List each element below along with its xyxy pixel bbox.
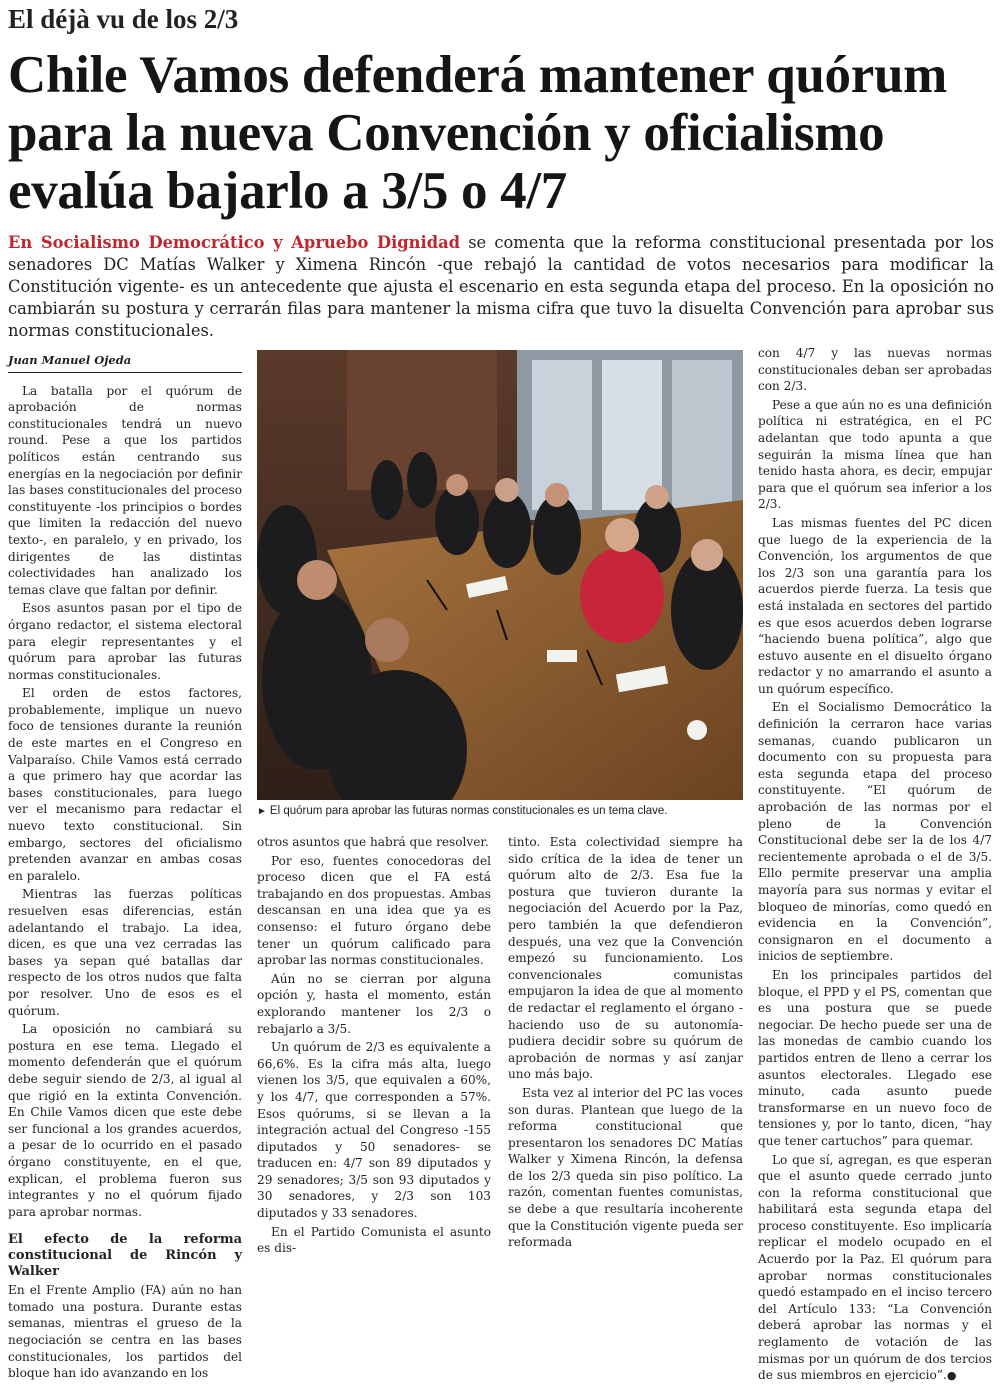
paragraph: con 4/7 y las nuevas normas constitucionales deban ser aprobadas con 2/3. (758, 346, 992, 394)
subheading: El efecto de la reforma constitucional de Rincón y Walker (8, 1232, 242, 1280)
photo-caption (257, 805, 747, 817)
paragraph: En el Socialismo Democrático la definición la cerraron hace varias semanas, cuando publicaron un documento con su propuesta para esta segunda etapa del proceso constituyente. “El quórum de aprobación de las normas por el pleno de la Convención Constitucional debe ser la de los 4/7 recientemente aprobada o el de 3/5. Ello permite preservar una amplia mayoría para sus normas y evitar el bloqueo de minorías, como quedó en evidencia en la Convención”, consignaron en el documento a inicios de septiembre. (758, 700, 992, 964)
paragraph: Aún no se cierran por alguna opción y, hasta el momento, están explorando mantener los 2/3 o rebajarlo a 3/5. (257, 971, 491, 1036)
caption-text: El quórum para aprobar las futuras normas constitucionales es un tema clave. (269, 805, 668, 817)
paragraph-final (758, 1152, 992, 1385)
end-mark-icon: ● (946, 1369, 957, 1383)
paragraph: En los principales partidos del bloque, el PPD y el PS, comentan que es una postura que se puede negociar. De hecho puede ser una de las monedas de cambio cuando los partidos entren de lleno a cerrar los asuntos electorales. Llegado ese minuto, cada asunto puede transformarse en un nuevo foco de tensiones y, por lo tanto, dicen, “hay que tener cartuchos” para quemar. (758, 967, 992, 1148)
paragraph-text: Lo que sí, agregan, es que esperan que el asunto quede cerrado junto con la reforma constitucional que habilitará esta segunda etapa del proceso constituyente. Eso implicaría replicar el modelo ocupado en el Acuerdo por la Paz. El quórum para aprobar normas constitucionales quedó estampado en el inciso tercero del Artículo 133: “La Convención deberá aprobar las normas y el reglamento de votación de las mismas por un quórum de dos tercios de sus miembros en ejercicio”. (758, 1152, 992, 1383)
headline: Chile Vamos defenderá mantener quórum para la nueva Convención y oficialismo evalúa bajarlo a 3/5 o 4/7 (8, 46, 947, 220)
paragraph: La oposición no cambiará su postura en ese tema. Llegado el momento defenderán que el quórum debe seguir siendo de 2/3, al igual al que rigió en la extinta Convención. En Chile Vamos dicen que este debe ser funcional a los grandes acuerdos, a pesar de lo ocurrido en el pasado órgano constituyente, en el que, explican, el problema fueron sus integrantes y no el quórum fijado para aprobar normas. (8, 1022, 242, 1219)
article-column-4 (758, 345, 992, 1387)
paragraph: Pese a que aún no es una definición política ni estratégica, en el PC adelantan que todo apunta a que seguirán la misma línea que han tenido hasta ahora, es decir, empujar para que el quórum sea inferior a los 2/3. (758, 397, 992, 512)
paragraph: tinto. Esta colectividad siempre ha sido crítica de la idea de tener un quórum alto de 2/3. Esa fue la postura que tuvieron durante la negociación del Acuerdo por la Paz, pero también la que defendieron después, una vez que la Convención empezó su funcionamiento. Los convencionales comunistas empujaron la idea de que al momento de redactar el reglamento el órgano -haciendo uso de su autonomía- pudiera decidir sobre su quórum de aprobación de normas y así zanjar uno más bajo. (508, 835, 743, 1082)
paragraph: Por eso, fuentes conocedoras del proceso dicen que el FA está trabajando en dos propuestas. Ambas descansan en una idea que ya es consenso: el futuro órgano debe tener un quórum calificado para aprobar las normas constitucionales. (257, 853, 491, 968)
article-column-1 (8, 352, 242, 1384)
paragraph: En el Partido Comunista el asunto es dis- (257, 1224, 491, 1256)
paragraph: Esta vez al interior del PC las voces son duras. Plantean que luego de la reforma constitucional que presentaron los senadores DC Matías Walker y Ximena Rincón, la defensa de los 2/3 queda sin piso político. La razón, comentan fuentes comunistas, se debe a que resultaría incoherente que la Constitución vigente pueda ser reformada (508, 1085, 743, 1250)
lead-text: se comenta que la reforma constitucional presentada por los senadores DC Matías Walker y Ximena Rincón -que rebajó la cantidad de votos necesarios para modificar la Constitución vigente- es un antecedente que ajusta el escenario en esta segunda etapa del proceso. En la oposición no cambiarán su postura y cerrarán filas para mantener la misma cifra que tuvo la disuelta Convención para aprobar sus normas constitucionales. (8, 233, 994, 340)
section-kicker: El déjà vu de los 2/3 (8, 4, 239, 34)
paragraph: Las mismas fuentes del PC dicen que luego de la experiencia de la Convención, los argumentos de que los 2/3 son una garantía para los acuerdos pierde fuerza. La tesis que está instalada en sectores del partido es que esos acuerdos deben lograrse “haciendo buena política”, algo que estuvo ausente en el disuelto órgano redactor y no amarrando el asunto a un quórum específico. (758, 515, 992, 696)
paragraph: Un quórum de 2/3 es equivalente a 66,6%. Es la cifra más alta, luego vienen los 3/5, que equivalen a 60%, y los 4/7, que corresponden a 57%. Esos quórums, si se llevan a la integración actual del Congreso -155 diputados y 50 senadores- se traducen en: 4/7 son 89 diputados y 29 senadores; 3/5 son 93 diputados y 30 senadores, y 2/3 son 103 diputados y 33 senadores. (257, 1040, 491, 1221)
byline: Juan Manuel Ojeda (8, 352, 242, 373)
article-column-3 (508, 834, 743, 1253)
paragraph: En el Frente Amplio (FA) aún no han tomado una postura. Durante estas semanas, mientras el grueso de la negociación se centra en las bases constitucionales, los partidos del bloque han ido avanzando en los (8, 1283, 242, 1381)
meeting-photo-illustration (257, 350, 743, 800)
paragraph: Mientras las fuerzas políticas resuelven esas diferencias, están adelantando el trabajo. La idea, dicen, es que una vez cerradas las bases ya sepan qué batallas dar respecto de los otros nudos que falta por resolver. Uno de esos es el quórum. (8, 887, 242, 1018)
paragraph: Esos asuntos pasan por el tipo de órgano redactor, el sistema electoral para elegir representantes y el quórum para aprobar las futuras normas constitucionales. (8, 601, 242, 682)
caption-arrow-icon: ► (257, 806, 267, 817)
meeting-photo (257, 350, 743, 800)
paragraph: La batalla por el quórum de aprobación de normas constitucionales tendrá un nuevo round. Pese a que los partidos políticos están centrando sus energías en la negociación por definir las bases constitucionales del proceso constituyente -los principios o bordes que limiten la redacción del nuevo texto-, en paralelo, y en privado, los dirigentes de las distintas colectividades han analizado los temas clave que faltan por definir. (8, 383, 242, 597)
paragraph: El orden de estos factores, probablemente, implique un nuevo foco de tensiones durante la reunión de este martes en el Congreso en Valparaíso. Chile Vamos está cerrado a que primero hay que acordar las bases constitucionales, para luego ver el mecanismo para redactar el nuevo texto constitucional. Sin embargo, sectores del oficialismo pretenden avanzar en ambas cosas en paralelo. (8, 686, 242, 883)
paragraph: otros asuntos que habrá que resolver. (257, 835, 489, 849)
article-column-2 (257, 834, 491, 1259)
lead-highlight: En Socialismo Democrático y Apruebo Dignidad (8, 233, 461, 252)
lead-paragraph (8, 232, 994, 342)
